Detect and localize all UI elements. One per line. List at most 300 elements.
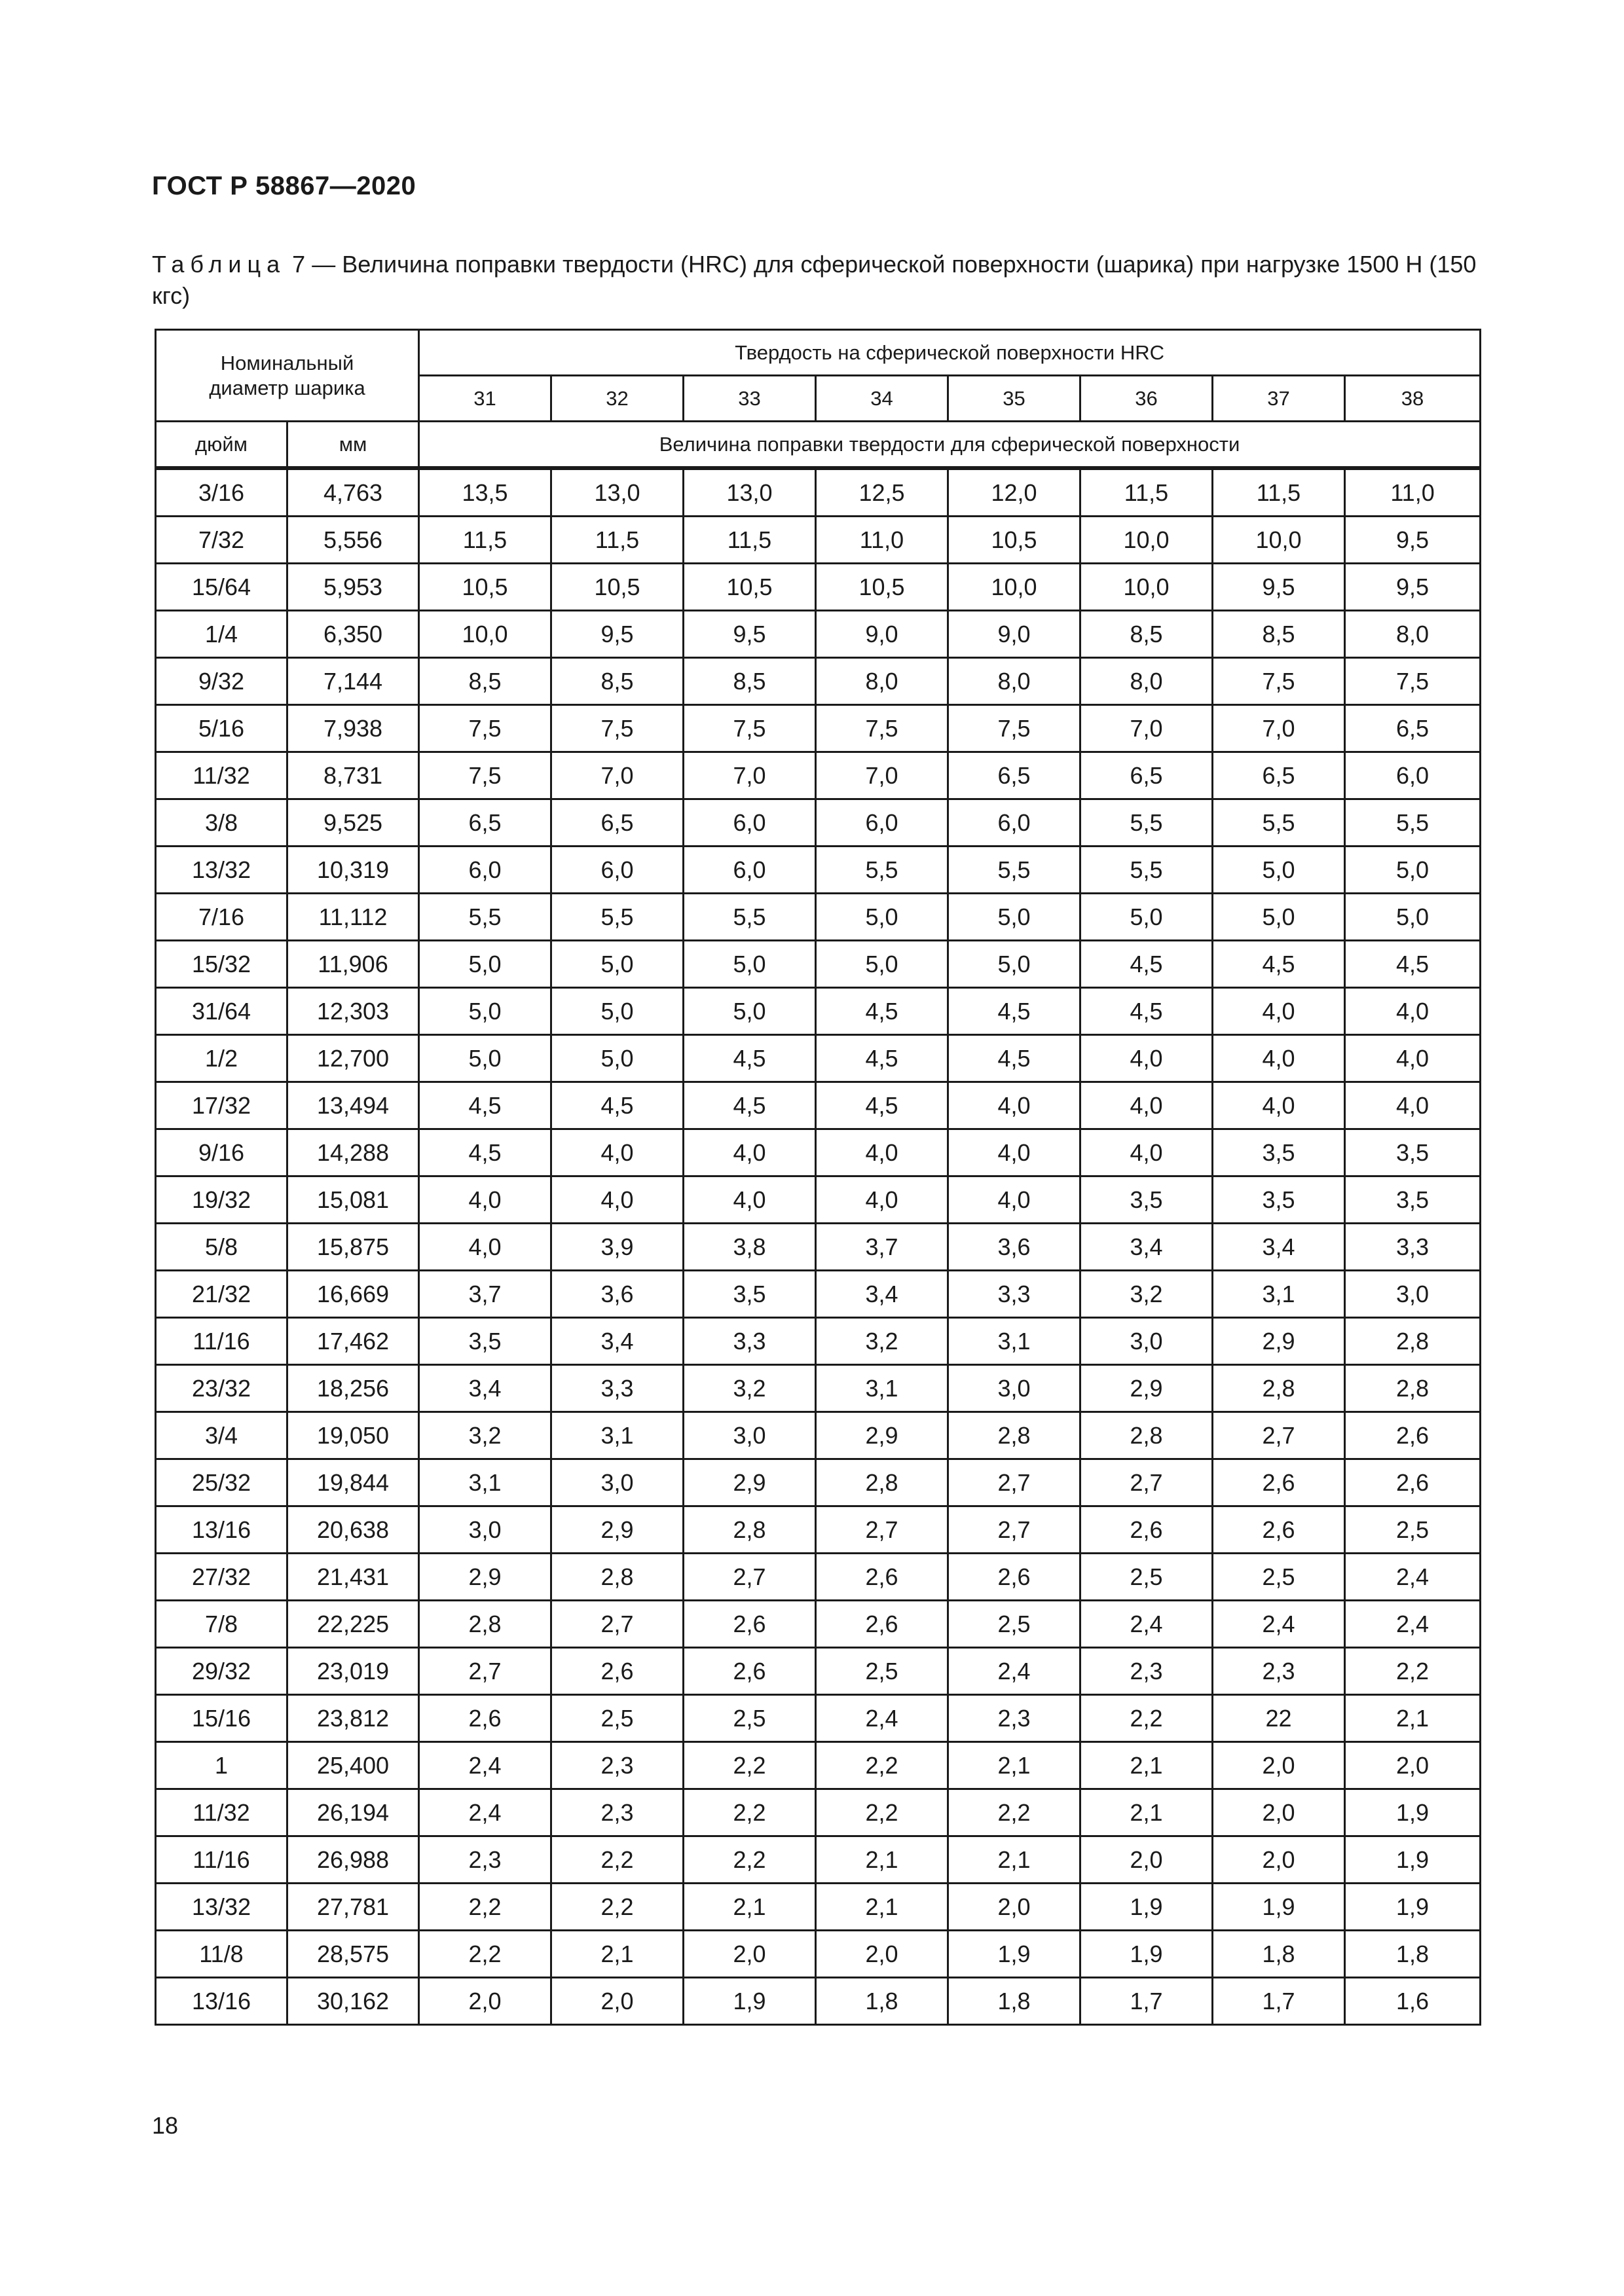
- correction-value-cell: 5,0: [1080, 894, 1213, 941]
- correction-value-cell: 2,1: [684, 1884, 816, 1931]
- diameter-inch-cell: 3/8: [156, 799, 287, 847]
- correction-value-cell: 1,7: [1213, 1978, 1345, 2025]
- correction-value-cell: 10,0: [948, 564, 1080, 611]
- correction-value-cell: 6,0: [419, 847, 551, 894]
- table-row: [156, 941, 1481, 988]
- correction-value-cell: 11,0: [1345, 468, 1481, 517]
- correction-value-cell: 4,0: [816, 1176, 948, 1224]
- correction-value-cell: 6,0: [551, 847, 684, 894]
- diameter-inch-cell: 1/4: [156, 611, 287, 658]
- hardness-header: Твердость на сферической поверхности HRC: [419, 330, 1481, 376]
- diameter-inch-cell: 5/16: [156, 705, 287, 752]
- diameter-inch-cell: 7/32: [156, 517, 287, 564]
- correction-value-cell: 2,6: [1213, 1459, 1345, 1506]
- correction-value-cell: 4,5: [948, 1035, 1080, 1082]
- correction-value-cell: 4,5: [1080, 988, 1213, 1035]
- correction-value-cell: 7,0: [684, 752, 816, 799]
- correction-value-cell: 2,9: [419, 1554, 551, 1601]
- correction-value-cell: 10,5: [551, 564, 684, 611]
- correction-value-cell: 5,0: [816, 941, 948, 988]
- correction-value-cell: 2,6: [1213, 1506, 1345, 1554]
- table-caption: [152, 249, 1481, 312]
- diameter-mm-cell: 23,019: [287, 1648, 419, 1695]
- correction-value-cell: 13,5: [419, 468, 551, 517]
- correction-value-cell: 2,7: [948, 1506, 1080, 1554]
- correction-value-cell: 2,4: [1213, 1601, 1345, 1648]
- table-row: [156, 1695, 1481, 1742]
- diameter-inch-cell: 23/32: [156, 1365, 287, 1412]
- correction-value-cell: 3,7: [816, 1224, 948, 1271]
- hardness-value-header: 34: [816, 376, 948, 422]
- correction-value-cell: 5,5: [1080, 799, 1213, 847]
- correction-value-cell: 2,2: [684, 1742, 816, 1789]
- correction-value-cell: 2,0: [1213, 1836, 1345, 1884]
- correction-value-cell: 11,5: [419, 517, 551, 564]
- correction-value-cell: 7,0: [816, 752, 948, 799]
- correction-value-cell: 8,5: [684, 658, 816, 705]
- diameter-inch-cell: 13/32: [156, 847, 287, 894]
- diameter-mm-cell: 7,938: [287, 705, 419, 752]
- hardness-correction-table: [155, 329, 1481, 2026]
- correction-value-cell: 4,0: [419, 1176, 551, 1224]
- correction-value-cell: 12,5: [816, 468, 948, 517]
- diameter-mm-cell: 9,525: [287, 799, 419, 847]
- correction-value-cell: 1,9: [1080, 1931, 1213, 1978]
- correction-value-cell: 2,0: [1213, 1789, 1345, 1836]
- correction-value-cell: 5,0: [551, 988, 684, 1035]
- correction-value-cell: 8,0: [948, 658, 1080, 705]
- diameter-inch-cell: 9/32: [156, 658, 287, 705]
- correction-value-cell: 4,0: [1345, 988, 1481, 1035]
- correction-value-cell: 11,5: [1213, 468, 1345, 517]
- correction-value-cell: 10,0: [1080, 564, 1213, 611]
- correction-value-cell: 2,9: [1213, 1318, 1345, 1365]
- correction-value-cell: 4,0: [419, 1224, 551, 1271]
- correction-value-cell: 2,2: [1345, 1648, 1481, 1695]
- correction-value-cell: 5,0: [684, 988, 816, 1035]
- correction-value-cell: 2,0: [1345, 1742, 1481, 1789]
- diameter-mm-cell: 20,638: [287, 1506, 419, 1554]
- correction-value-cell: 7,0: [1213, 705, 1345, 752]
- diameter-inch-cell: 7/16: [156, 894, 287, 941]
- correction-value-cell: 2,9: [1080, 1365, 1213, 1412]
- diameter-inch-cell: 9/16: [156, 1129, 287, 1176]
- diameter-mm-cell: 10,319: [287, 847, 419, 894]
- diameter-inch-cell: 11/16: [156, 1836, 287, 1884]
- correction-value-cell: 8,0: [1345, 611, 1481, 658]
- correction-value-cell: 2,8: [684, 1506, 816, 1554]
- table-row: [156, 1506, 1481, 1554]
- correction-value-cell: 2,1: [816, 1836, 948, 1884]
- diameter-inch-cell: 11/8: [156, 1931, 287, 1978]
- correction-value-cell: 13,0: [684, 468, 816, 517]
- correction-value-cell: 2,1: [551, 1931, 684, 1978]
- correction-value-cell: 11,5: [684, 517, 816, 564]
- correction-value-cell: 7,5: [948, 705, 1080, 752]
- correction-value-cell: 3,5: [1213, 1176, 1345, 1224]
- correction-value-cell: 2,5: [948, 1601, 1080, 1648]
- correction-value-cell: 5,0: [551, 941, 684, 988]
- correction-value-cell: 9,5: [1345, 517, 1481, 564]
- correction-value-cell: 2,7: [816, 1506, 948, 1554]
- correction-value-cell: 3,3: [948, 1271, 1080, 1318]
- correction-value-cell: 1,9: [684, 1978, 816, 2025]
- correction-value-cell: 1,8: [1213, 1931, 1345, 1978]
- diameter-mm-cell: 7,144: [287, 658, 419, 705]
- correction-value-cell: 6,5: [1213, 752, 1345, 799]
- correction-value-cell: 2,2: [1080, 1695, 1213, 1742]
- correction-value-cell: 5,0: [1213, 894, 1345, 941]
- correction-value-cell: 1,7: [1080, 1978, 1213, 2025]
- correction-value-cell: 2,9: [816, 1412, 948, 1459]
- diameter-mm-cell: 21,431: [287, 1554, 419, 1601]
- caption-label: Таблица: [152, 251, 286, 278]
- correction-value-cell: 3,0: [1345, 1271, 1481, 1318]
- diameter-inch-cell: 21/32: [156, 1271, 287, 1318]
- diameter-mm-cell: 4,763: [287, 468, 419, 517]
- correction-value-cell: 3,1: [419, 1459, 551, 1506]
- correction-value-cell: 3,2: [684, 1365, 816, 1412]
- correction-value-cell: 1,6: [1345, 1978, 1481, 2025]
- correction-value-cell: 2,5: [684, 1695, 816, 1742]
- correction-value-cell: 2,1: [948, 1836, 1080, 1884]
- correction-value-cell: 9,0: [948, 611, 1080, 658]
- table-row: [156, 611, 1481, 658]
- correction-value-cell: 2,2: [816, 1742, 948, 1789]
- correction-value-cell: 4,0: [1213, 1082, 1345, 1129]
- correction-value-cell: 5,0: [684, 941, 816, 988]
- correction-value-cell: 2,7: [1080, 1459, 1213, 1506]
- correction-value-cell: 2,2: [816, 1789, 948, 1836]
- correction-value-cell: 4,0: [1080, 1082, 1213, 1129]
- hardness-value-header: 35: [948, 376, 1080, 422]
- diameter-inch-cell: 25/32: [156, 1459, 287, 1506]
- hardness-value-header: 37: [1213, 376, 1345, 422]
- diameter-inch-cell: 19/32: [156, 1176, 287, 1224]
- correction-value-cell: 4,0: [684, 1176, 816, 1224]
- correction-value-cell: 2,4: [816, 1695, 948, 1742]
- correction-value-cell: 2,2: [684, 1836, 816, 1884]
- correction-value-cell: 5,5: [684, 894, 816, 941]
- correction-value-cell: 10,5: [948, 517, 1080, 564]
- correction-value-cell: 4,0: [948, 1082, 1080, 1129]
- correction-value-cell: 4,0: [948, 1176, 1080, 1224]
- correction-value-cell: 3,6: [948, 1224, 1080, 1271]
- correction-value-cell: 9,0: [816, 611, 948, 658]
- correction-value-cell: 10,5: [419, 564, 551, 611]
- correction-value-cell: 3,5: [1345, 1176, 1481, 1224]
- table-row: [156, 468, 1481, 517]
- diameter-inch-cell: 3/16: [156, 468, 287, 517]
- correction-value-cell: 4,5: [1213, 941, 1345, 988]
- correction-value-cell: 4,0: [551, 1129, 684, 1176]
- diameter-mm-cell: 5,556: [287, 517, 419, 564]
- correction-value-cell: 2,6: [419, 1695, 551, 1742]
- table-row: [156, 1978, 1481, 2025]
- diameter-inch-cell: 7/8: [156, 1601, 287, 1648]
- correction-value-cell: 2,8: [1345, 1365, 1481, 1412]
- correction-value-cell: 7,5: [684, 705, 816, 752]
- caption-text: 7 — Величина поправки твердости (HRC) для сферической поверхности (шарика) при нагрузке 1500 Н (150 кгс): [152, 251, 1477, 309]
- correction-value-cell: 3,4: [551, 1318, 684, 1365]
- correction-value-cell: 5,0: [419, 941, 551, 988]
- correction-value-cell: 2,6: [1080, 1506, 1213, 1554]
- correction-value-cell: 2,1: [1080, 1742, 1213, 1789]
- diameter-inch-cell: 29/32: [156, 1648, 287, 1695]
- correction-value-cell: 2,3: [948, 1695, 1080, 1742]
- diameter-mm-cell: 28,575: [287, 1931, 419, 1978]
- table-row: [156, 1836, 1481, 1884]
- correction-value-cell: 1,8: [816, 1978, 948, 2025]
- correction-value-cell: 2,6: [684, 1648, 816, 1695]
- correction-value-cell: 2,5: [1345, 1506, 1481, 1554]
- correction-value-cell: 9,5: [684, 611, 816, 658]
- correction-value-cell: 2,2: [419, 1931, 551, 1978]
- correction-value-cell: 2,8: [1213, 1365, 1345, 1412]
- correction-value-cell: 7,5: [1213, 658, 1345, 705]
- correction-value-cell: 8,0: [816, 658, 948, 705]
- table-row: [156, 517, 1481, 564]
- diameter-mm-cell: 8,731: [287, 752, 419, 799]
- correction-value-cell: 6,0: [684, 847, 816, 894]
- correction-value-cell: 4,5: [551, 1082, 684, 1129]
- correction-value-cell: 3,5: [1213, 1129, 1345, 1176]
- table-row: [156, 1035, 1481, 1082]
- correction-value-cell: 2,6: [1345, 1459, 1481, 1506]
- correction-value-cell: 2,1: [948, 1742, 1080, 1789]
- correction-value-cell: 3,3: [1345, 1224, 1481, 1271]
- table-row: [156, 1412, 1481, 1459]
- table-row: [156, 799, 1481, 847]
- table-row: [156, 1931, 1481, 1978]
- diameter-mm-cell: 14,288: [287, 1129, 419, 1176]
- diameter-header: Номинальный диаметр шарика: [156, 330, 419, 422]
- correction-value-cell: 2,4: [419, 1742, 551, 1789]
- correction-value-cell: 7,5: [419, 705, 551, 752]
- correction-value-cell: 3,0: [419, 1506, 551, 1554]
- correction-value-cell: 4,0: [1080, 1129, 1213, 1176]
- correction-value-cell: 4,0: [684, 1129, 816, 1176]
- correction-value-cell: 2,6: [551, 1648, 684, 1695]
- correction-value-cell: 10,0: [1213, 517, 1345, 564]
- correction-value-cell: 6,0: [816, 799, 948, 847]
- correction-value-cell: 5,5: [948, 847, 1080, 894]
- correction-value-cell: 3,0: [551, 1459, 684, 1506]
- diameter-mm-cell: 16,669: [287, 1271, 419, 1318]
- correction-value-cell: 2,4: [1345, 1554, 1481, 1601]
- correction-value-cell: 2,9: [551, 1506, 684, 1554]
- correction-value-cell: 3,4: [419, 1365, 551, 1412]
- correction-value-cell: 1,8: [948, 1978, 1080, 2025]
- correction-value-cell: 4,5: [684, 1035, 816, 1082]
- correction-value-cell: 3,5: [1345, 1129, 1481, 1176]
- correction-value-cell: 2,3: [551, 1742, 684, 1789]
- correction-value-cell: 1,9: [1080, 1884, 1213, 1931]
- correction-value-cell: 5,0: [1213, 847, 1345, 894]
- correction-value-cell: 8,5: [1213, 611, 1345, 658]
- correction-value-cell: 3,0: [684, 1412, 816, 1459]
- correction-value-cell: 6,5: [1345, 705, 1481, 752]
- correction-value-cell: 2,4: [419, 1789, 551, 1836]
- correction-value-cell: 5,0: [816, 894, 948, 941]
- correction-value-cell: 2,6: [1345, 1412, 1481, 1459]
- diameter-mm-cell: 22,225: [287, 1601, 419, 1648]
- correction-value-cell: 3,4: [1213, 1224, 1345, 1271]
- diameter-mm-cell: 25,400: [287, 1742, 419, 1789]
- correction-value-cell: 5,0: [551, 1035, 684, 1082]
- diameter-inch-cell: 13/16: [156, 1506, 287, 1554]
- correction-value-cell: 5,5: [1080, 847, 1213, 894]
- correction-value-cell: 2,8: [816, 1459, 948, 1506]
- correction-value-cell: 2,3: [419, 1836, 551, 1884]
- correction-value-cell: 2,0: [551, 1978, 684, 2025]
- correction-value-cell: 2,4: [948, 1648, 1080, 1695]
- correction-value-cell: 2,5: [1213, 1554, 1345, 1601]
- correction-value-cell: 2,6: [684, 1601, 816, 1648]
- correction-value-cell: 3,9: [551, 1224, 684, 1271]
- diameter-inch-cell: 15/16: [156, 1695, 287, 1742]
- correction-value-cell: 5,5: [1345, 799, 1481, 847]
- correction-value-cell: 2,2: [419, 1884, 551, 1931]
- correction-value-cell: 4,0: [948, 1129, 1080, 1176]
- correction-value-cell: 9,5: [1213, 564, 1345, 611]
- diameter-mm-cell: 5,953: [287, 564, 419, 611]
- correction-value-cell: 10,5: [816, 564, 948, 611]
- correction-value-cell: 11,0: [816, 517, 948, 564]
- diameter-inch-cell: 15/32: [156, 941, 287, 988]
- correction-value-cell: 2,6: [816, 1554, 948, 1601]
- correction-value-cell: 1,9: [1345, 1789, 1481, 1836]
- correction-value-cell: 3,4: [1080, 1224, 1213, 1271]
- hardness-value-header: 32: [551, 376, 684, 422]
- diameter-inch-cell: 13/16: [156, 1978, 287, 2025]
- correction-value-cell: 3,1: [1213, 1271, 1345, 1318]
- diameter-inch-cell: 11/32: [156, 752, 287, 799]
- correction-value-cell: 5,5: [551, 894, 684, 941]
- correction-value-cell: 4,5: [816, 1035, 948, 1082]
- correction-value-cell: 4,5: [948, 988, 1080, 1035]
- correction-value-cell: 5,0: [419, 1035, 551, 1082]
- correction-value-cell: 3,3: [684, 1318, 816, 1365]
- correction-value-cell: 2,8: [419, 1601, 551, 1648]
- correction-value-cell: 7,5: [816, 705, 948, 752]
- correction-value-cell: 5,0: [1345, 847, 1481, 894]
- correction-value-cell: 1,9: [1345, 1836, 1481, 1884]
- correction-value-cell: 2,1: [1080, 1789, 1213, 1836]
- hardness-value-header: 31: [419, 376, 551, 422]
- correction-value-cell: 2,4: [1080, 1601, 1213, 1648]
- correction-value-cell: 8,5: [1080, 611, 1213, 658]
- diameter-mm-cell: 19,050: [287, 1412, 419, 1459]
- diameter-mm-cell: 19,844: [287, 1459, 419, 1506]
- correction-value-cell: 6,0: [1345, 752, 1481, 799]
- table-row: [156, 1082, 1481, 1129]
- correction-value-cell: 2,5: [551, 1695, 684, 1742]
- table-row: [156, 564, 1481, 611]
- correction-value-cell: 2,7: [551, 1601, 684, 1648]
- correction-value-cell: 4,5: [816, 988, 948, 1035]
- correction-value-cell: 6,5: [419, 799, 551, 847]
- correction-value-cell: 5,0: [948, 894, 1080, 941]
- correction-value-cell: 8,5: [419, 658, 551, 705]
- correction-value-cell: 3,5: [1080, 1176, 1213, 1224]
- diameter-mm-cell: 23,812: [287, 1695, 419, 1742]
- correction-value-cell: 2,0: [419, 1978, 551, 2025]
- correction-value-cell: 2,2: [551, 1836, 684, 1884]
- correction-header: Величина поправки твердости для сферической поверхности: [419, 422, 1481, 469]
- correction-value-cell: 9,5: [551, 611, 684, 658]
- correction-value-cell: 3,2: [419, 1412, 551, 1459]
- table-row: [156, 988, 1481, 1035]
- correction-value-cell: 7,0: [1080, 705, 1213, 752]
- table-row: [156, 705, 1481, 752]
- correction-value-cell: 4,0: [1213, 1035, 1345, 1082]
- correction-value-cell: 4,5: [419, 1082, 551, 1129]
- table-row: [156, 894, 1481, 941]
- correction-value-cell: 5,5: [816, 847, 948, 894]
- table-row: [156, 1601, 1481, 1648]
- correction-value-cell: 6,5: [948, 752, 1080, 799]
- correction-value-cell: 2,0: [1213, 1742, 1345, 1789]
- correction-value-cell: 2,2: [684, 1789, 816, 1836]
- diameter-inch-cell: 1: [156, 1742, 287, 1789]
- diameter-mm-cell: 27,781: [287, 1884, 419, 1931]
- correction-value-cell: 4,5: [1080, 941, 1213, 988]
- diameter-mm-cell: 12,700: [287, 1035, 419, 1082]
- correction-value-cell: 3,1: [948, 1318, 1080, 1365]
- correction-value-cell: 7,5: [551, 705, 684, 752]
- correction-value-cell: 3,1: [551, 1412, 684, 1459]
- table-row: [156, 752, 1481, 799]
- diameter-inch-cell: 31/64: [156, 988, 287, 1035]
- page-number: 18: [152, 2112, 179, 2139]
- correction-value-cell: 2,3: [1080, 1648, 1213, 1695]
- correction-value-cell: 3,2: [1080, 1271, 1213, 1318]
- correction-value-cell: 3,4: [816, 1271, 948, 1318]
- table-row: [156, 1129, 1481, 1176]
- correction-value-cell: 3,1: [816, 1365, 948, 1412]
- correction-value-cell: 5,0: [419, 988, 551, 1035]
- correction-value-cell: 3,5: [419, 1318, 551, 1365]
- correction-value-cell: 2,0: [1080, 1836, 1213, 1884]
- correction-value-cell: 5,0: [948, 941, 1080, 988]
- correction-value-cell: 2,8: [948, 1412, 1080, 1459]
- correction-value-cell: 3,7: [419, 1271, 551, 1318]
- correction-value-cell: 2,7: [948, 1459, 1080, 1506]
- correction-value-cell: 2,0: [948, 1884, 1080, 1931]
- correction-value-cell: 11,5: [551, 517, 684, 564]
- diameter-mm-cell: 30,162: [287, 1978, 419, 2025]
- table-row: [156, 847, 1481, 894]
- correction-value-cell: 8,0: [1080, 658, 1213, 705]
- correction-value-cell: 7,5: [419, 752, 551, 799]
- table-row: [156, 658, 1481, 705]
- correction-value-cell: 1,9: [1213, 1884, 1345, 1931]
- table-row: [156, 1271, 1481, 1318]
- correction-value-cell: 2,0: [816, 1931, 948, 1978]
- table-row: [156, 1318, 1481, 1365]
- correction-value-cell: 4,0: [1213, 988, 1345, 1035]
- diameter-mm-cell: 12,303: [287, 988, 419, 1035]
- table-body: [156, 468, 1481, 2025]
- table-row: [156, 1224, 1481, 1271]
- correction-value-cell: 2,5: [1080, 1554, 1213, 1601]
- correction-value-cell: 13,0: [551, 468, 684, 517]
- diameter-mm-cell: 15,875: [287, 1224, 419, 1271]
- correction-value-cell: 2,6: [948, 1554, 1080, 1601]
- diameter-mm-cell: 15,081: [287, 1176, 419, 1224]
- table-row: [156, 1789, 1481, 1836]
